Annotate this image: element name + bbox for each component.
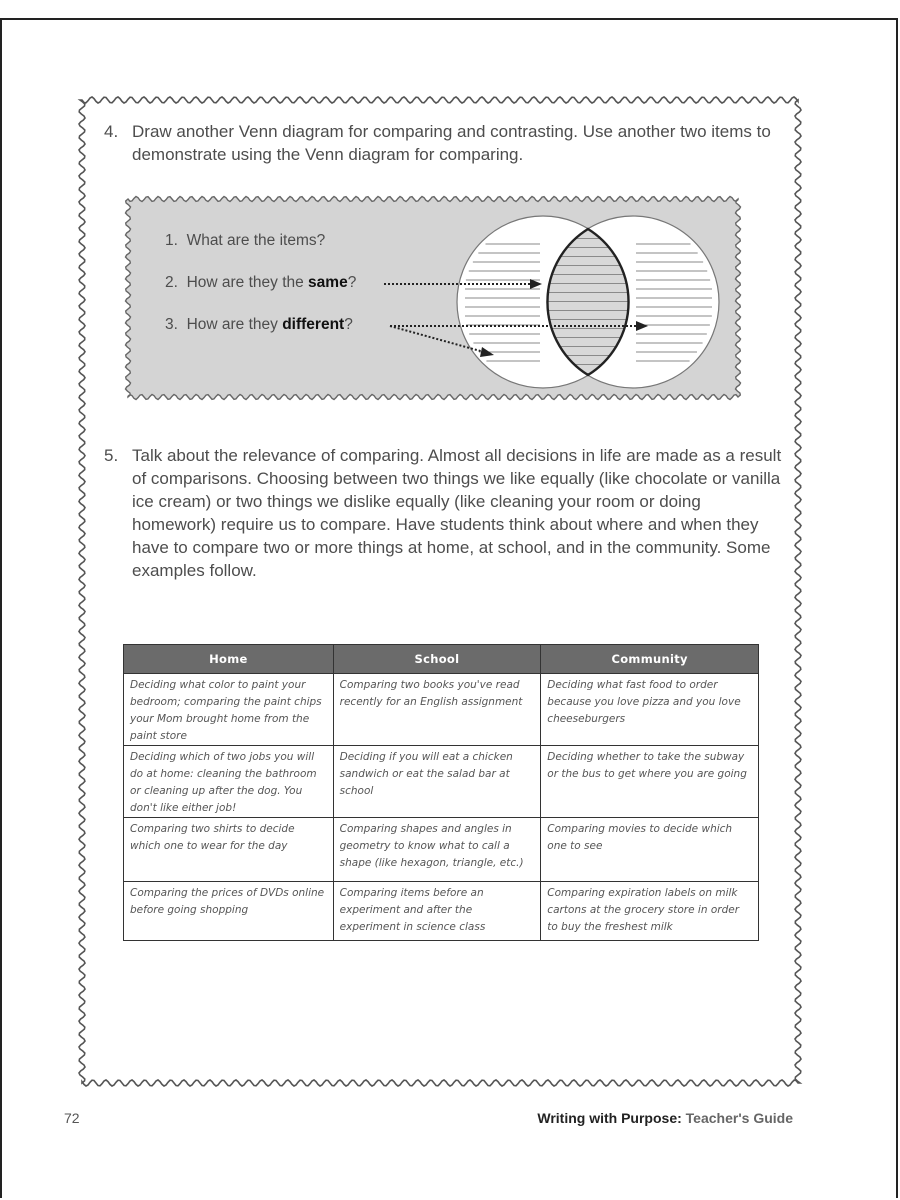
venn-prompt-3: [165, 316, 353, 334]
header-community: Community: [541, 645, 759, 674]
table-header-row: [124, 645, 759, 674]
table-cell: Deciding what color to paint your bedroom; comparing the paint chips your Mom brought home from the paint store: [124, 674, 334, 746]
venn-prompt-2: [165, 274, 356, 292]
question-5: [104, 444, 784, 582]
venn-prompt-2-text: How are they the: [186, 274, 309, 291]
table-row: [124, 818, 759, 882]
table-cell: Comparing shapes and angles in geometry to know what to call a shape (like hexagon, triangle, etc.): [333, 818, 541, 882]
table-cell: Deciding what fast food to order because you love pizza and you love cheeseburgers: [541, 674, 759, 746]
venn-prompt-2-end: ?: [347, 274, 357, 291]
venn-prompt-3-end: ?: [344, 316, 353, 333]
table-cell: Comparing expiration labels on milk cartons at the grocery store in order to buy the freshest milk: [541, 882, 759, 941]
question-5-number: 5.: [104, 446, 119, 465]
table-cell: Comparing two shirts to decide which one to wear for the day: [124, 818, 334, 882]
venn-prompt-1: [165, 232, 325, 250]
venn-prompt-1-text: What are the items?: [186, 232, 326, 249]
book-title: [537, 1110, 793, 1126]
question-4: [104, 120, 784, 166]
table-row: [124, 746, 759, 818]
header-home: Home: [124, 645, 334, 674]
question-4-number: 4.: [104, 122, 119, 141]
venn-prompt-2-bold: same: [308, 274, 348, 291]
table-cell: Comparing the prices of DVDs online before going shopping: [124, 882, 334, 941]
table-row: [124, 674, 759, 746]
venn-prompt-3-bold: different: [282, 316, 345, 333]
table-row: [124, 882, 759, 941]
venn-diagram: [457, 216, 719, 388]
table-cell: Comparing items before an experiment and after the experiment in science class: [333, 882, 541, 941]
comparison-table: [123, 644, 759, 941]
page-number: 72: [64, 1110, 80, 1126]
question-4-text: Draw another Venn diagram for comparing and contrasting. Use another two items to demonstrate using the Venn diagram for comparing.: [132, 122, 771, 164]
table-cell: Deciding if you will eat a chicken sandwich or eat the salad bar at school: [333, 746, 541, 818]
venn-prompt-1-number: 1.: [165, 232, 178, 249]
venn-prompt-3-number: 3.: [165, 316, 178, 333]
header-school: School: [333, 645, 541, 674]
venn-prompt-2-number: 2.: [165, 274, 178, 291]
table-cell: Deciding which of two jobs you will do at home: cleaning the bathroom or cleaning up after the dog. You don't like either job!: [124, 746, 334, 818]
table-cell: Deciding whether to take the subway or the bus to get where you are going: [541, 746, 759, 818]
table-cell: Comparing movies to decide which one to see: [541, 818, 759, 882]
table-cell: Comparing two books you've read recently for an English assignment: [333, 674, 541, 746]
book-title-subtitle: Teacher's Guide: [685, 1110, 793, 1126]
question-5-text: Talk about the relevance of comparing. Almost all decisions in life are made as a result of comparisons. Choosing between two things we like equally (like chocolate or vanilla ice cream) or two things we dislike equally (like cleaning your room or doing homework) require us to compare. Have students think about where and when they have to compare two or more things at home, at school, and in the community. Some examples follow.: [132, 446, 782, 580]
book-title-main: Writing with Purpose:: [537, 1110, 682, 1126]
venn-prompt-3-text: How are they: [186, 316, 283, 333]
